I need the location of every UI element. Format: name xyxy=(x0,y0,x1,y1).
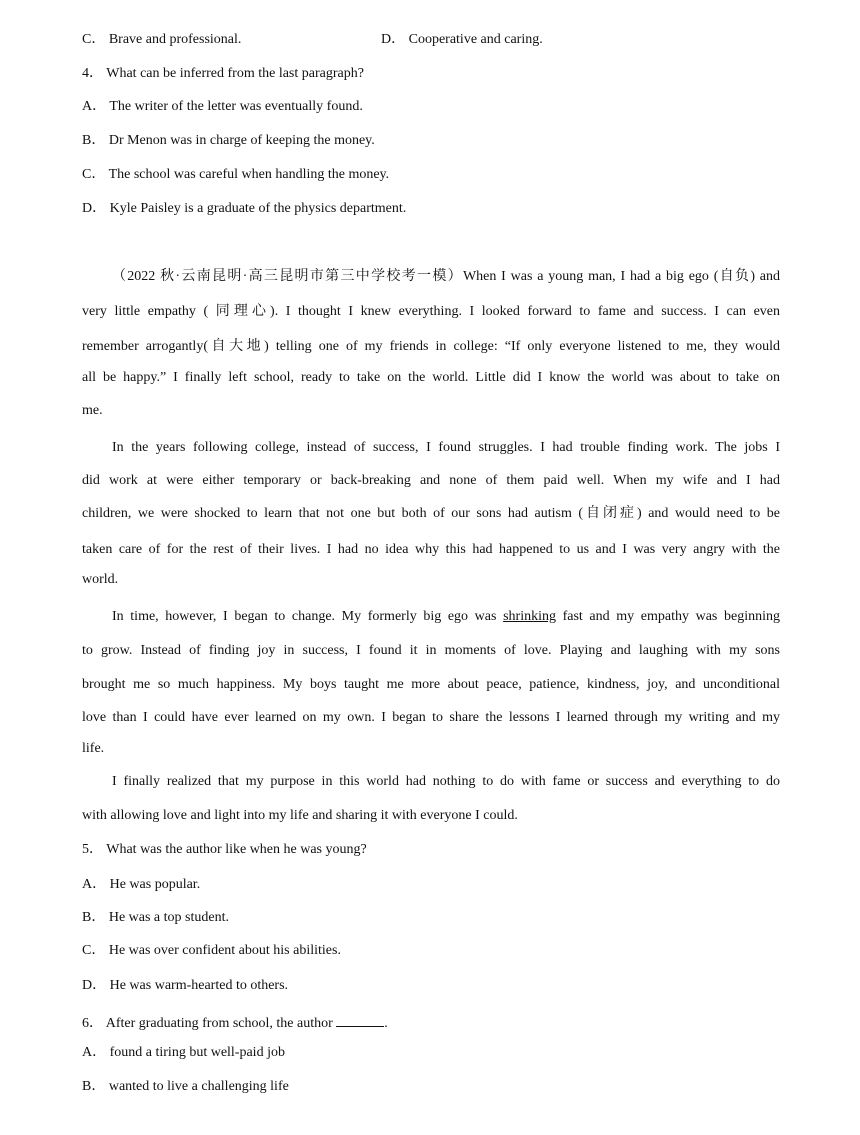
answer-blank xyxy=(336,1014,384,1027)
passage-p2-line: world. xyxy=(82,572,119,587)
passage-p1-line: remember arrogantly(自大地) telling one of my friends in college: “If only everyone listened to me, they would xyxy=(82,339,780,354)
passage-p3-line: love than I could have ever learned on my own. I began to share the lessons I learned through my writing and my xyxy=(82,710,780,725)
passage-p4-line: with allowing love and light into my life and sharing it with everyone I could. xyxy=(82,808,518,823)
q4-option-c: C． The school was careful when handling the money. xyxy=(82,167,390,182)
q3-option-d: D． Cooperative and caring. xyxy=(381,32,543,47)
passage-p3-line: to grow. Instead of finding joy in success, I found it in moments of love. Playing and laughing with my sons xyxy=(82,643,780,658)
q6-option-b: B． wanted to live a challenging life xyxy=(82,1079,289,1094)
q4-option-a: A． The writer of the letter was eventually found. xyxy=(82,99,363,114)
q3-option-c: C． Brave and professional. xyxy=(82,32,242,47)
passage-p1-line: all be happy.” I finally left school, ready to take on the world. Little did I know the world was about to take on xyxy=(82,370,780,385)
passage-p1-line: me. xyxy=(82,403,103,418)
q4-question: 4． What can be inferred from the last paragraph? xyxy=(82,66,364,81)
passage-p2-line: children, we were shocked to learn that not one but both of our sons had autism (自闭症) and would need to be xyxy=(82,506,780,521)
passage-p3-text: fast and my empathy was beginning xyxy=(555,609,780,624)
q5-option-d: D． He was warm-hearted to others. xyxy=(82,978,289,993)
q6-option-a: A． found a tiring but well-paid job xyxy=(82,1045,285,1060)
passage-p1-line: （2022 秋·云南昆明·高三昆明市第三中学校考一模）When I was a young man, I had a big ego (自负) and xyxy=(112,269,780,284)
passage-p3-line: brought me so much happiness. My boys taught me more about peace, patience, kindness, joy, and unconditional xyxy=(82,677,780,692)
passage-p3-line: life. xyxy=(82,741,105,756)
passage-p1-line: very little empathy ( 同理心). I thought I knew everything. I looked forward to fame and success. I can even xyxy=(82,304,780,319)
underlined-word: shrinking xyxy=(503,609,556,624)
q6-question-end: . xyxy=(384,1016,388,1031)
passage-p3-line xyxy=(112,608,780,626)
q5-option-a: A． He was popular. xyxy=(82,877,201,892)
q4-option-d: D． Kyle Paisley is a graduate of the physics department. xyxy=(82,201,407,216)
passage-p2-line: taken care of for the rest of their lives. I had no idea why this had happened to us and I was very angry with the xyxy=(82,542,780,557)
passage xyxy=(82,0,780,1135)
q6-question-text: 6． After graduating from school, the author xyxy=(82,1016,333,1031)
q5-option-b: B． He was a top student. xyxy=(82,910,229,925)
q5-question: 5． What was the author like when he was young? xyxy=(82,842,367,857)
passage-p4-line: I finally realized that my purpose in this world had nothing to do with fame or success and everything to do xyxy=(112,774,780,789)
q4-option-b: B． Dr Menon was in charge of keeping the money. xyxy=(82,133,375,148)
passage-p3-text: In time, however, I began to change. My formerly big ego was xyxy=(112,609,504,624)
q5-option-c: C． He was over confident about his abilities. xyxy=(82,943,341,958)
passage-p2-line: In the years following college, instead of success, I found struggles. I had trouble finding work. The jobs I xyxy=(112,440,780,455)
passage-p2-line: did work at were either temporary or back-breaking and none of them paid well. When my wife and I had xyxy=(82,473,780,488)
q6-question xyxy=(82,1014,388,1033)
